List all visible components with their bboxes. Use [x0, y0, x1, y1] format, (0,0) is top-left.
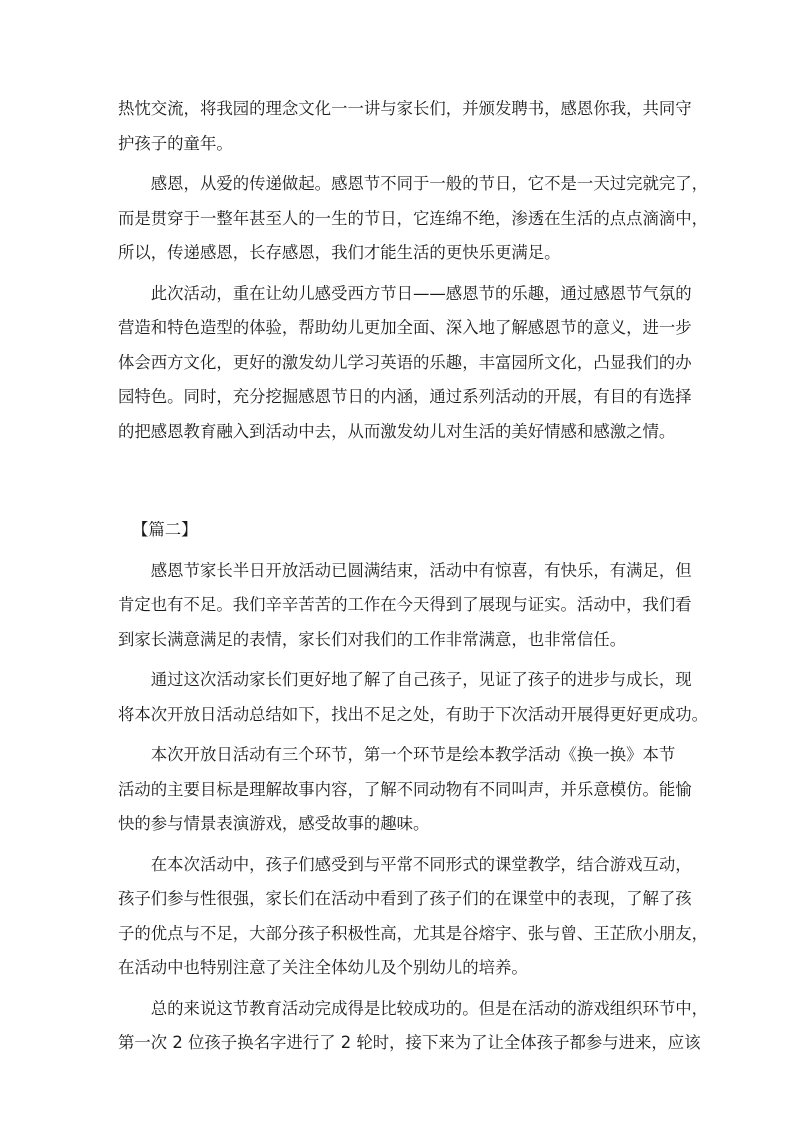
text-line: 通过这次活动家长们更好地了解了自己孩子，见证了孩子的进步与成长，现: [118, 670, 692, 689]
text-line: 总的来说这节教育活动完成得是比较成功的。但是在活动的游戏组织环节中，: [118, 998, 709, 1018]
text-line: 而是贯穿于一整年甚至人的一生的节日，它连绵不绝，渗透在生活的点点滴滴中，: [118, 208, 709, 228]
document-body: [118, 92, 709, 1067]
section-spacer: [118, 455, 684, 513]
paragraph: [118, 554, 692, 658]
section-heading-block: [118, 513, 684, 548]
paragraph: [118, 848, 709, 986]
paragraph: [118, 277, 692, 450]
text-line: 子的优点与不足，大部分孩子积极性高，尤其是谷熔宇、张与曾、王芷欣小朋友，: [118, 923, 709, 943]
text-line: 感恩，从爱的传递做起。感恩节不同于一般的节日，它不是一天过完就完了，: [118, 174, 709, 193]
text-line: 将本次开放日活动总结如下，找出不足之处，有助于下次活动开展得更好更成功。: [118, 704, 709, 724]
text-line: 本次开放日活动有三个环节，第一个环节是绘本教学活动《换一换》本节: [118, 745, 676, 764]
text-line: 孩子们参与性很强，家长们在活动中看到了孩子们的在课堂中的表现，了解了孩: [118, 889, 692, 908]
text-line: 在活动中也特别注意了关注全体幼儿及个别幼儿的培养。: [118, 958, 528, 977]
text-line: 活动的主要目标是理解故事内容，了解不同动物有不同叫声，并乐意模仿。能愉: [118, 779, 692, 799]
paragraph: [118, 167, 709, 271]
text-line: 园特色。同时，充分挖掘感恩节日的内涵，通过系列活动的开展，有目的有选择: [118, 387, 692, 406]
text-line: 第一次 2 位孩子换名字进行了 2 轮时，接下来为了让全体孩子都参与进来，应该: [118, 1033, 701, 1052]
text-line: 营造和特色造型的体验，帮助幼儿更加全面、深入地了解感恩节的意义，进一步: [118, 318, 692, 337]
paragraph: [118, 738, 692, 842]
text-line: 体会西方文化，更好的激发幼儿学习英语的乐趣，丰富园所文化，凸显我们的办: [118, 352, 692, 372]
text-line: 所以，传递感恩，长存感恩，我们才能生活的更快乐更满足。: [118, 243, 561, 262]
text-line: 肯定也有不足。我们辛辛苦苦的工作在今天得到了展现与证实。活动中，我们看: [118, 595, 692, 614]
paragraph: [118, 992, 709, 1061]
text-line: 此次活动，重在让幼儿感受西方节日——感恩节的乐趣，通过感恩节气氛的: [118, 283, 692, 303]
text-line: 的把感恩教育融入到活动中去，从而激发幼儿对生活的美好情感和感激之情。: [118, 421, 676, 441]
text-line: 快的参与情景表演游戏，感受故事的趣味。: [118, 814, 430, 833]
text-line: 感恩节家长半日开放活动已圆满结束，活动中有惊喜，有快乐，有满足，但: [118, 560, 692, 580]
section-heading: 【篇二】: [132, 520, 198, 539]
text-line: 热忱交流，将我园的理念文化一一讲与家长们，并颁发聘书，感恩你我，共同守: [118, 99, 692, 118]
text-line: 在本次活动中，孩子们感受到与平常不同形式的课堂教学，结合游戏互动，: [118, 854, 692, 874]
paragraph: [118, 663, 709, 732]
text-line: 到家长满意满足的表情，家长们对我们的工作非常满意，也非常信任。: [118, 629, 627, 649]
paragraph: [118, 92, 692, 161]
text-line: 护孩子的童年。: [118, 133, 233, 153]
